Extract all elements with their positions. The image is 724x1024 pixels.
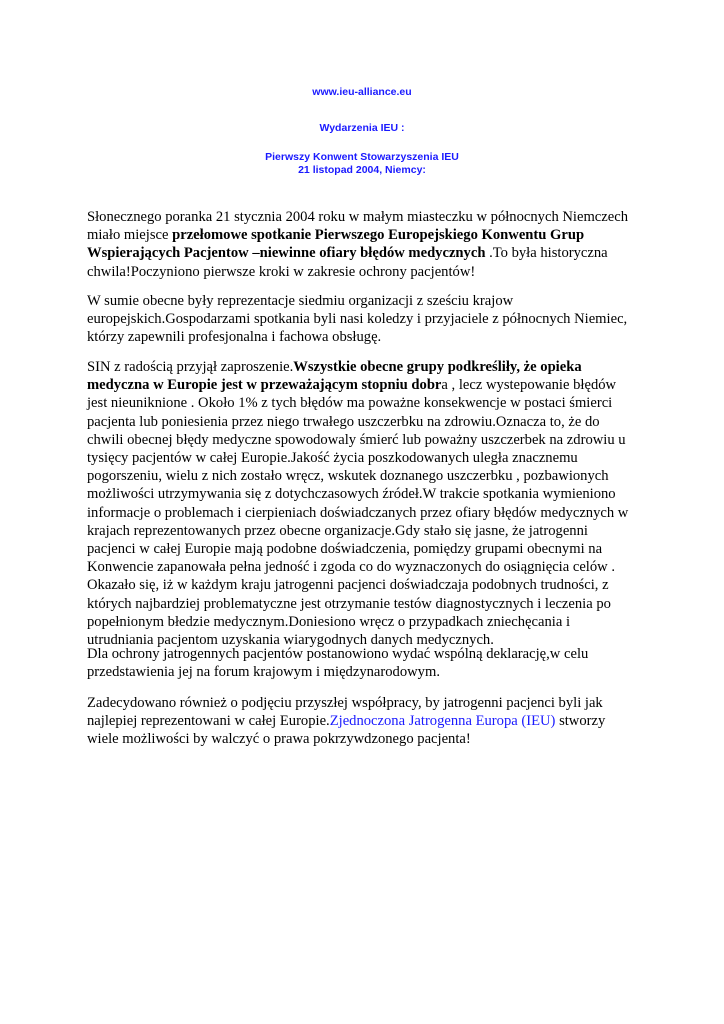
text-line: Zadecydowano również o podjęciu przyszłej współpracy, by jatrogenni pacjenci byli jak [87,695,603,711]
text-span: miało miejsce [87,227,173,244]
text-line: wiele możliwości by walczyć o prawa pokrzywdzonego pacjenta! [87,731,471,748]
text-span: a , lecz wystepowanie błędów [441,377,617,394]
text-line: pacjenci w całej Europie mają podobne doświadczenia, pomiędzy grupami obecnymi na [87,541,603,558]
event-title: Pierwszy Konwent Stowarzyszenia IEU [265,151,459,163]
ieu-link[interactable]: Zjednoczona Jatrogenna Europa (IEU) [329,713,556,730]
text-line: pogorszeniu, wielu z nich zostało wręcz, wskutek doznanego uszczerbku , pozbawionych [87,468,609,485]
text-line: których najbardziej problematyczne jest otrzymanie testów diagnostycznych i leczenia po [87,595,611,612]
text-line: chwili obecnej błędy medyczne spowodowaly śmierć lub poważny uszczerbek na zdrowiu u [87,431,626,448]
bold-text: Wspierających Pacjentow –niewinne ofiary błędów medycznych [87,245,486,262]
event-date: 21 listopad 2004, Niemcy: [298,164,426,176]
paragraph-attendance [87,292,639,347]
text-line: W sumie obecne były reprezentacje siedmiu organizacji z sześciu krajow [87,293,514,309]
text-line: Słonecznego poranka 21 stycznia 2004 roku w małym miasteczku w północnych Niemczech [87,209,629,225]
text-line [87,226,639,244]
text-line: którzy zapewnili profesjonalna i fachowa obsługę. [87,329,382,346]
text-line [87,712,639,730]
text-line: europejskich.Gospodarzami spotkania byli nasi koledzy i przyjaciele z północnych Niemiec, [87,311,628,328]
text-line: możliwości utrzymywania się z dotychczasowych źródeł.W trakcie spotkania wymieniono [87,486,616,503]
text-line: tysięcy pacjentów w całej Europie.Jakość życia poszkodowanych uległa znacznemu [87,450,578,467]
text-line: pacjenta lub poniesienia przez niego trwałego uszczerbku na zdrowiu.Oznacza to, że do [87,413,600,430]
text-line: Dla ochrony jatrogennych pacjentów postanowiono wydać wspólną deklarację,w celu [87,646,589,662]
text-line: przedstawienia jej na forum krajowym i międzynarodowym. [87,664,440,681]
paragraph-intro [87,208,639,281]
paragraph-discussion [87,358,639,649]
site-url-link[interactable]: www.ieu-alliance.eu [312,86,412,98]
text-line [87,244,639,262]
text-span: SIN z radością przyjął zaproszenie. [87,359,294,375]
events-heading: Wydarzenia IEU : [319,122,405,134]
text-line [87,358,639,376]
paragraph-cooperation [87,694,639,749]
paragraph-declaration [87,645,639,681]
text-line: Okazało się, iż w każdym kraju jatrogenni pacjenci doświadczaja podobnych trudności, z [87,577,609,594]
text-line: Konwencie zapanowała pełna jedność i zgoda co do wyznaczonych do osiągnięcia celów . [87,559,615,576]
text-span: .To była historyczna [485,245,608,262]
text-line: utrudniania pacjentom uzyskania wiarygodnych danych medycznych. [87,632,494,649]
text-line: chwila!Poczyniono pierwsze kroki w zakresie ochrony pacjentów! [87,263,476,280]
text-line: jest nieuniknione . Około 1% z tych błędów ma poważne konsekwencje w postaci śmierci [87,395,613,412]
bold-text: medyczna w Europie jest w przeważającym stopniu dobr [87,377,442,394]
text-span: najlepiej reprezentowani w całej Europie. [87,713,330,730]
text-span: stworzy [555,713,606,730]
bold-text: Wszystkie obecne grupy podkreśliły, że opieka [293,359,582,375]
text-line [87,376,639,394]
bold-text: przełomowe spotkanie Pierwszego Europejskiego Konwentu Grup [172,227,585,244]
text-line: krajach reprezentowanych przez obecne organizacje.Gdy stało się jasne, że jatrogenni [87,522,588,539]
text-line: popełnionym błedzie medycznym.Doniesiono wręcz o przypadkach zniechęcania i [87,613,571,630]
text-line: informacje o problemach i cierpieniach doświadczanych przez ofiary błędów medycznych w [87,504,629,521]
